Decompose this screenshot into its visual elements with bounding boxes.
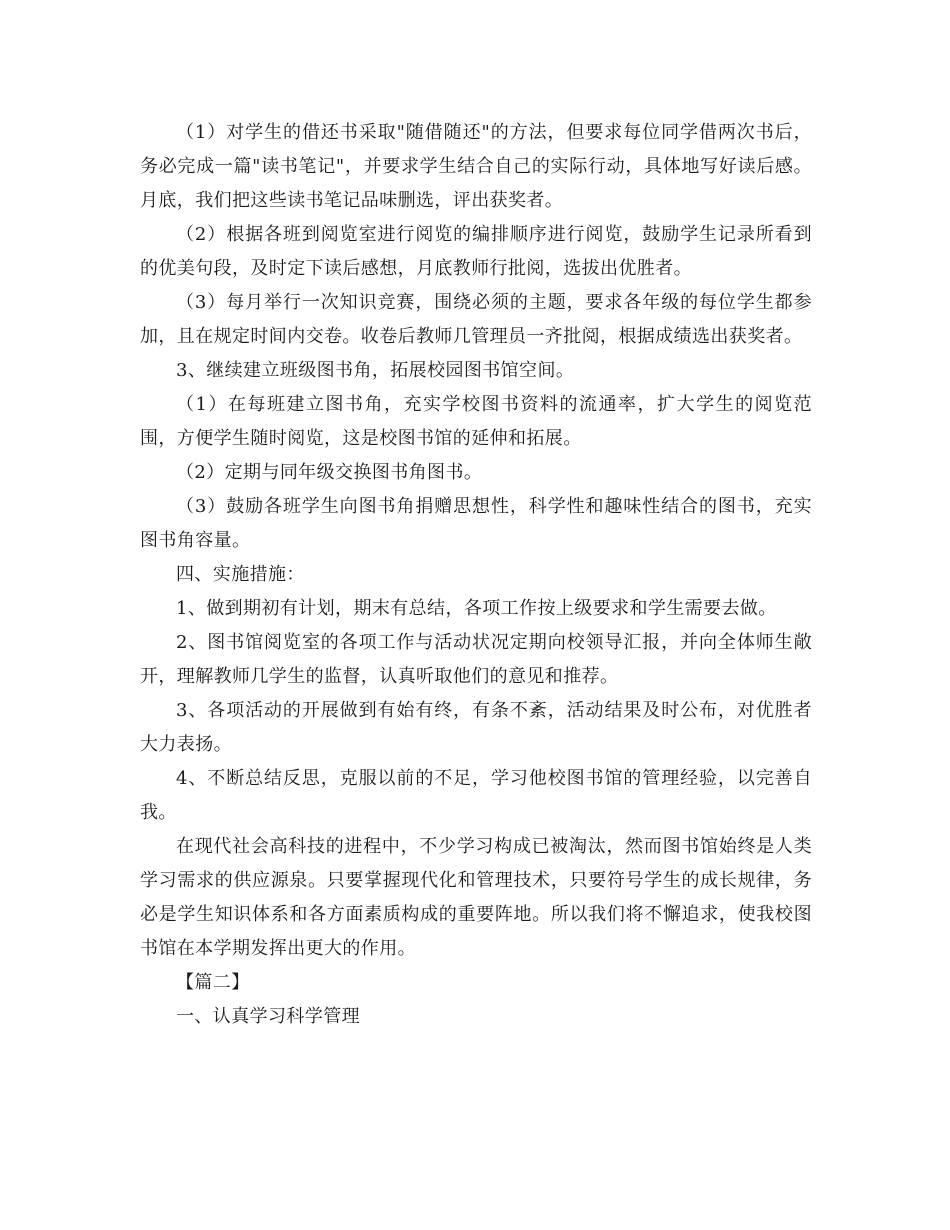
heading-class-book-corner: 3、继续建立班级图书角，拓展校园图书馆空间。 xyxy=(176,360,575,381)
heading-scientific-management: 一、认真学习科学管理 xyxy=(176,1006,360,1027)
section-title-part-two: 【篇二】 xyxy=(176,972,250,993)
paragraph-measure-3: 3、各项活动的开展做到有始有终，有条不紊，活动结果及时公布，对优胜者大力表扬。 xyxy=(140,700,812,755)
document-body xyxy=(140,116,812,1034)
paragraph-book-corner-setup: （1）在每班建立图书角，充实学校图书资料的流通率，扩大学生的阅览范围，方便学生随时阅览，这是校图书馆的延伸和拓展。 xyxy=(140,394,812,449)
paragraph-measure-4: 4、不断总结反思，克服以前的不足，学习他校图书馆的管理经验，以完善自我。 xyxy=(140,768,812,823)
paragraph-measure-1: 1、做到期初有计划，期末有总结，各项工作按上级要求和学生需要去做。 xyxy=(176,598,777,619)
paragraph-knowledge-contest: （3）每月举行一次知识竞赛，围绕必须的主题，要求各年级的每位学生都参加，且在规定时间内交卷。收卷后教师几管理员一齐批阅，根据成绩选出获奖者。 xyxy=(140,292,812,347)
paragraph-measure-2: 2、图书馆阅览室的各项工作与活动状况定期向校领导汇报，并向全体师生敞开，理解教师几学生的监督，认真听取他们的意见和推荐。 xyxy=(140,632,812,687)
paragraph-borrow-return: （1）对学生的借还书采取"随借随还"的方法，但要求每位同学借两次书后，务必完成一篇"读书笔记"，并要求学生结合自己的实际行动，具体地写好读后感。月底，我们把这些读书笔记品味删选，评出获奖者。 xyxy=(140,122,812,211)
paragraph-book-exchange: （2）定期与同年级交换图书角图书。 xyxy=(176,462,483,483)
paragraph-book-donation: （3）鼓励各班学生向图书角捐赠思想性，科学性和趣味性结合的图书，充实图书角容量。 xyxy=(140,496,812,551)
heading-implementation-measures: 四、实施措施： xyxy=(176,564,305,585)
paragraph-conclusion: 在现代社会高科技的进程中，不少学习构成已被淘汰，然而图书馆始终是人类学习需求的供应源泉。只要掌握现代化和管理技术，只要符号学生的成长规律，务必是学生知识体系和各方面素质构成的重要阵地。所以我们将不懈追求，使我校图书馆在本学期发挥出更大的作用。 xyxy=(140,836,812,959)
paragraph-reading-room: （2）根据各班到阅览室进行阅览的编排顺序进行阅览，鼓励学生记录所看到的优美句段，及时定下读后感想，月底教师行批阅，选拔出优胜者。 xyxy=(140,224,812,279)
